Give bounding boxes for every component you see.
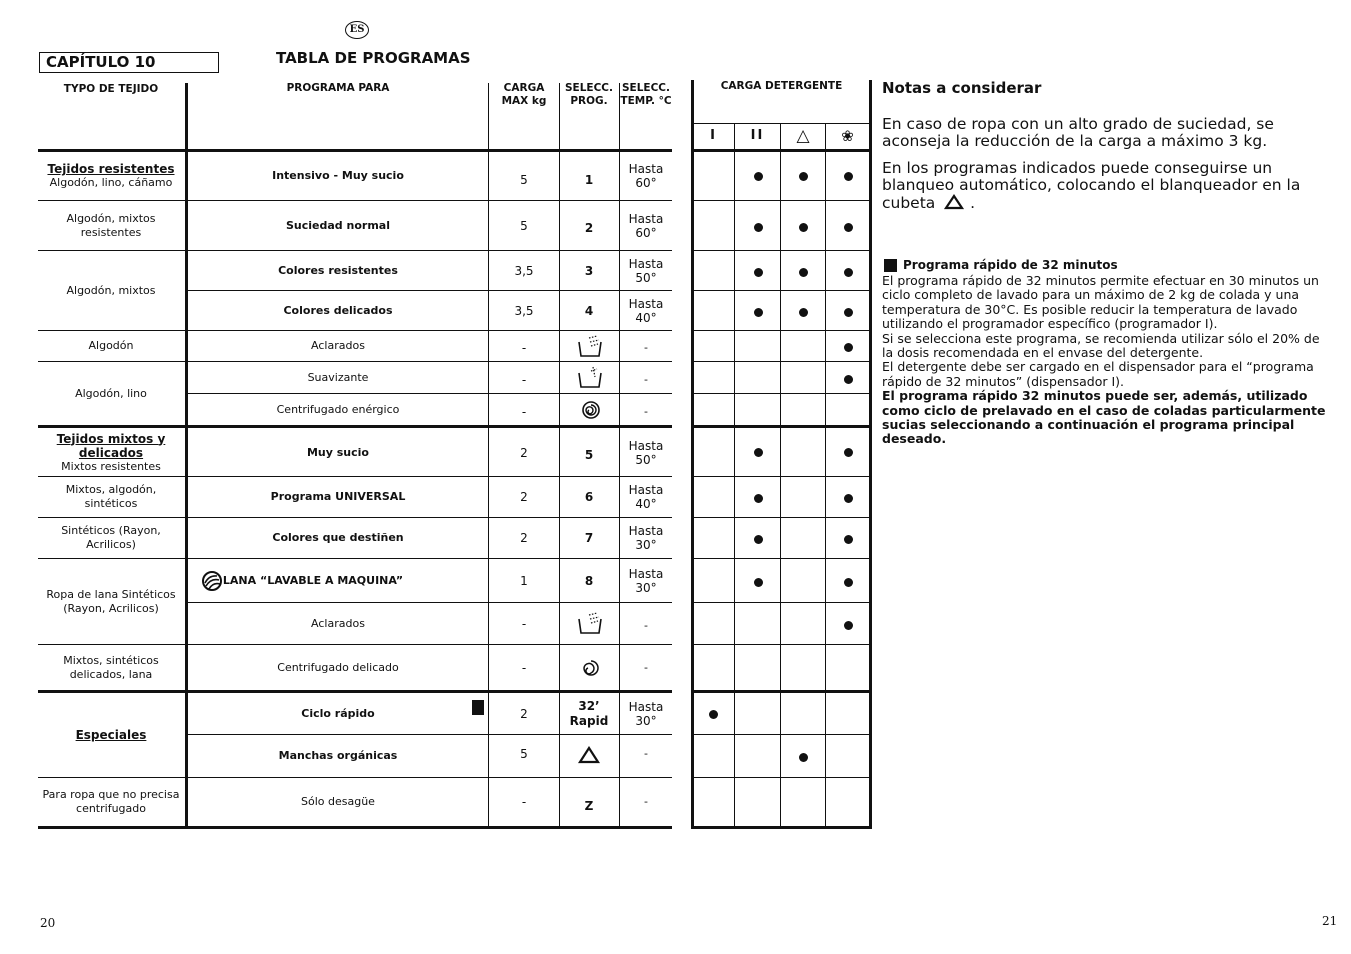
tejido-cell: Algodón (88, 339, 134, 352)
carga-value: 2 (520, 531, 528, 545)
group-title: Tejidos mixtos y delicados (56, 431, 166, 460)
divider (691, 425, 872, 428)
divider (691, 777, 872, 778)
tejido-cell: Mixtos, algodón, sintéticos (65, 483, 157, 510)
tejido-cell: Ropa de lana Sintéticos (Rayon, Acrilicos) (46, 587, 176, 615)
program-name: Colores que destiñen (272, 531, 404, 544)
program-name: Suciedad normal (286, 218, 390, 232)
header-carga: CARGA MAX kg (501, 82, 547, 107)
divider (691, 290, 872, 291)
black-square-icon (472, 700, 484, 715)
divider (691, 690, 872, 693)
carga-value: 2 (520, 490, 528, 504)
tejido-cell: Para ropa que no precisa centrifugado (42, 788, 180, 815)
detergent-dot (799, 308, 808, 317)
program-name: Ciclo rápido (301, 706, 375, 720)
detergent-dot (754, 223, 763, 232)
prog-value: 5 (584, 447, 594, 462)
black-square-icon (884, 259, 897, 272)
program-name: Intensivo - Muy sucio (272, 169, 404, 182)
tejido-cell: Algodón, mixtos resistentes (66, 211, 156, 239)
detergent-dot (754, 494, 763, 503)
bleach-triangle-icon (578, 746, 600, 768)
tejido-cell: Algodón, lino (75, 386, 147, 400)
group-title: Tejidos resistentes (47, 162, 175, 176)
rapid-program-body (882, 274, 1332, 447)
header-prog: SELECC. PROG. (565, 82, 613, 107)
divider (691, 149, 872, 152)
temp-value: - (644, 618, 648, 632)
carga-value: 2 (520, 706, 528, 721)
divider (691, 330, 872, 331)
program-name: Aclarados (311, 339, 365, 352)
program-name: Programa UNIVERSAL (270, 490, 406, 503)
note-paragraph-load: En caso de ropa con un alto grado de suciedad, se aconseja la reducción de la carga a máximo 3 kg. (882, 115, 1274, 150)
page-number-right: 21 (1322, 914, 1338, 928)
header-temp: SELECC. TEMP. °C (620, 82, 672, 107)
temp-value: Hasta 50° (628, 438, 664, 467)
divider (869, 80, 872, 829)
divider (691, 734, 872, 735)
carga-value: 5 (520, 172, 528, 187)
page-number-left: 20 (40, 916, 56, 930)
prog-value: 6 (584, 490, 594, 504)
temp-value: - (644, 404, 648, 418)
temp-value: Hasta 30° (628, 524, 664, 552)
rapid-paragraph: Si se selecciona este programa, se recomienda utilizar sólo el 20% de la dosis recomendada en el envase del detergente. (882, 330, 1320, 361)
prog-value: Z (584, 799, 594, 813)
detergent-dot (844, 375, 853, 384)
detergent-dot (754, 448, 763, 457)
detergent-dot (799, 268, 808, 277)
detergent-dot (799, 753, 808, 762)
divider (38, 425, 672, 428)
note-paragraph-bleach (882, 160, 1327, 212)
header-programa: PROGRAMA PARA (286, 82, 390, 94)
chapter-label: CAPÍTULO 10 (39, 52, 219, 73)
language-badge: ES (345, 21, 369, 39)
rinse-icon (577, 334, 603, 362)
program-name: Muy sucio (306, 445, 369, 459)
divider (691, 602, 872, 603)
carga-value: 1 (520, 573, 528, 588)
divider (691, 517, 872, 518)
group-subtitle: Algodón, lino, cáñamo (49, 176, 173, 189)
program-name: Suavizante (307, 370, 369, 384)
detergent-dot (844, 343, 853, 352)
detergent-dot (709, 710, 718, 719)
detergent-dot (754, 268, 763, 277)
divider (691, 644, 872, 645)
detergent-dot (844, 268, 853, 277)
temp-value: - (644, 660, 648, 674)
divider (488, 83, 489, 829)
detergent-dot (844, 308, 853, 317)
temp-value: Hasta 30° (628, 699, 664, 728)
rinse-icon (577, 611, 603, 639)
carga-value: - (521, 341, 527, 355)
program-name: Colores resistentes (278, 263, 398, 277)
rapid-heading-text: Programa rápido de 32 minutos (903, 258, 1118, 272)
spin-gentle-icon (582, 659, 600, 681)
carga-value: 5 (520, 747, 528, 761)
header-detergente: CARGA DETERGENTE (720, 80, 843, 92)
divider (691, 476, 872, 477)
temp-value: Hasta 30° (628, 566, 664, 595)
program-name: Manchas orgánicas (278, 749, 398, 762)
divider (691, 826, 872, 829)
table-title: TABLA DE PROGRAMAS (276, 49, 471, 67)
divider (691, 558, 872, 559)
program-name: LANA “LAVABLE A MAQUINA” (222, 573, 404, 587)
bleach-triangle-icon (943, 194, 965, 210)
detergent-dot (754, 308, 763, 317)
note-bleach-text: En los programas indicados puede conseguirse un blanqueo automático, colocando el blanqueador en la cubeta (882, 159, 1301, 212)
prog-value: 7 (584, 531, 594, 545)
bleach-triangle-icon: △ (796, 126, 810, 146)
spin-strong-icon (581, 400, 601, 424)
divider (691, 250, 872, 251)
program-name: Aclarados (311, 616, 365, 630)
temp-value: Hasta 60° (628, 162, 664, 190)
dispenser-I-label: I (710, 128, 715, 143)
detergent-table (691, 80, 872, 832)
temp-value: - (644, 372, 648, 386)
carga-value: - (521, 795, 527, 809)
detergent-dot (844, 223, 853, 232)
group-resistentes (38, 152, 184, 200)
carga-value: 3,5 (514, 303, 534, 318)
group-especiales (38, 693, 184, 777)
note-bleach-end: . (970, 194, 976, 212)
group-title: Especiales (75, 728, 147, 742)
program-name: Colores delicados (283, 303, 393, 317)
divider (691, 361, 872, 362)
prog-value: 2 (584, 220, 594, 235)
carga-value: 3,5 (514, 263, 534, 278)
divider (691, 393, 872, 394)
group-subtitle: Mixtos resistentes (61, 459, 161, 473)
carga-value: - (521, 404, 527, 419)
program-table (38, 80, 672, 832)
softener-flower-icon: ❀ (841, 127, 854, 145)
notes-title: Notas a considerar (882, 79, 1042, 97)
softener-icon (577, 365, 603, 393)
rapid-program-heading (884, 258, 1118, 272)
detergent-dot (844, 621, 853, 630)
detergent-dot (844, 578, 853, 587)
carga-value: 5 (520, 218, 528, 233)
temp-value: Hasta 40° (628, 483, 664, 511)
program-name: Centrifugado enérgico (276, 402, 400, 416)
prog-value: 3 (584, 263, 594, 278)
prog-value: 1 (584, 172, 594, 187)
detergent-dot (754, 172, 763, 181)
tejido-cell: Algodón, mixtos (66, 283, 156, 297)
prog-value: 32’ Rapid (569, 698, 609, 728)
carga-value: - (521, 660, 527, 675)
dispenser-II-label: II (750, 128, 765, 143)
temp-value: Hasta 40° (628, 296, 664, 325)
temp-value: - (644, 795, 648, 808)
temp-value: Hasta 50° (628, 256, 664, 285)
header-tejido: TYPO DE TEJIDO (63, 83, 159, 95)
detergent-dot (799, 172, 808, 181)
detergent-dot (844, 448, 853, 457)
carga-value: 2 (520, 445, 528, 460)
tejido-cell: Mixtos, sintéticos delicados, lana (63, 653, 159, 681)
detergent-dot (844, 535, 853, 544)
carga-value: - (521, 372, 527, 387)
temp-value: Hasta 60° (628, 211, 664, 240)
divider (691, 80, 694, 829)
program-name: Sólo desagüe (301, 795, 375, 808)
rapid-paragraph: El detergente debe ser cargado en el dispensador para el “programa rápido de 32 minutos” (dispensador I). (882, 359, 1314, 389)
rapid-paragraph: El programa rápido 32 minutos puede ser, además, utilizado como ciclo de prelavado en el caso de coladas particularmente sucias seleccionando a continuación el programa principal deseado. (882, 388, 1326, 447)
detergent-dot (799, 223, 808, 232)
temp-value: - (644, 341, 648, 354)
carga-value: - (521, 616, 527, 631)
prog-value: 8 (584, 573, 594, 588)
temp-value: - (644, 747, 648, 760)
detergent-dot (844, 172, 853, 181)
detergent-dot (754, 535, 763, 544)
detergent-dot (754, 578, 763, 587)
divider (691, 200, 872, 201)
prog-value: 4 (584, 303, 594, 318)
detergent-dot (844, 494, 853, 503)
tejido-cell: Sintéticos (Rayon, Acrilicos) (61, 524, 161, 551)
program-name: Centrifugado delicado (277, 660, 399, 674)
rapid-paragraph: El programa rápido de 32 minutos permite efectuar en 30 minutos un ciclo completo de lavado para un máximo de 2 kg de colada y una temperatura de 30°C. Es posible reducir la temperatura de lavado utilizando el programador específico (programador I). (882, 273, 1319, 332)
group-mixtos (38, 429, 184, 476)
